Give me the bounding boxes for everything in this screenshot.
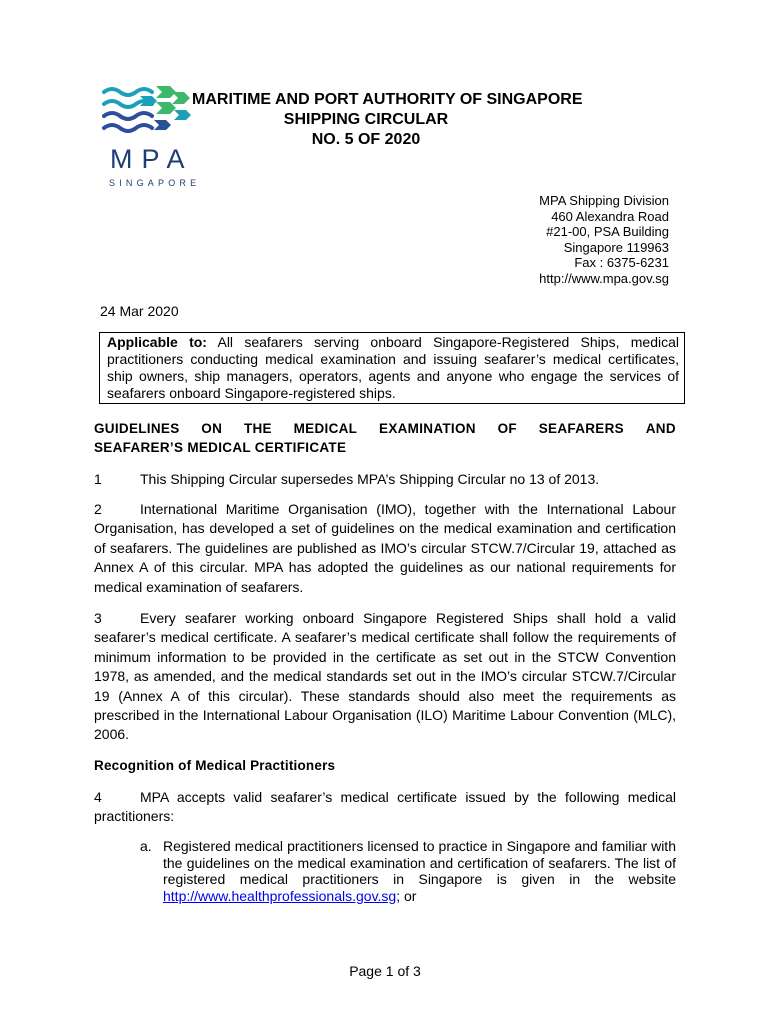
page-footer bbox=[0, 963, 770, 979]
paragraph-text: Every seafarer working onboard Singapore Registered Ships shall hold a valid seafarer’s medical certificate. A seafarer’s medical certificate shall follow the requirements of minimum information to be provided in the certificate as set out in the STCW Convention 1978, as amended, and the medical standards set out in the IMO’s circular STCW.7/Circular 19 (Annex A of this circular). These standards should also meet the requirements as prescribed in the International Labour Organisation (ILO) Maritime Labour Convention (MLC), 2006. bbox=[94, 610, 676, 743]
circular-date: 24 Mar 2020 bbox=[100, 303, 179, 319]
title-authority: MARITIME AND PORT AUTHORITY OF SINGAPORE bbox=[192, 91, 583, 108]
logo-wordmark: MPA bbox=[110, 144, 194, 174]
heading-line1 bbox=[94, 419, 676, 438]
subheading-recognition: Recognition of Medical Practitioners bbox=[94, 758, 336, 773]
paragraph-3 bbox=[94, 609, 676, 745]
applicable-box bbox=[99, 332, 685, 404]
list-item-label: a. bbox=[140, 838, 152, 854]
paragraph-4 bbox=[94, 788, 676, 827]
paragraph-text: International Maritime Organisation (IMO), together with the International Labour Organisation, has developed a set of guidelines on the medical examination and certification of seafarers. The guidelines are published as IMO’s circular STCW.7/Circular 19, attached as Annex A of this circular. MPA has adopted the guidelines as our national requirements for medical examination of seafarers. bbox=[94, 501, 676, 595]
logo-subtitle: SINGAPORE bbox=[109, 178, 201, 188]
paragraph-1 bbox=[94, 470, 676, 489]
address-street: 460 Alexandra Road bbox=[551, 208, 669, 224]
list-item-text bbox=[163, 838, 676, 904]
list-item-tail: ; or bbox=[396, 887, 417, 904]
applicable-text: All seafarers serving onboard Singapore-Registered Ships, medical practitioners conducting medical examination and issuing seafarer’s medical certificates, ship owners, ship managers, operators, agents and anyone who engage the services of seafarers onboard Singapore-registered ships. bbox=[107, 334, 679, 401]
address-fax: Fax : 6375-6231 bbox=[574, 255, 669, 270]
address-city: Singapore 119963 bbox=[563, 239, 669, 255]
health-professionals-link[interactable]: http://www.healthprofessionals.gov.sg bbox=[163, 887, 397, 904]
sender-address bbox=[539, 193, 669, 286]
page-number: Page 1 of 3 bbox=[349, 963, 421, 979]
title-circular: SHIPPING CIRCULAR bbox=[283, 111, 449, 128]
paragraph-2 bbox=[94, 500, 676, 597]
paragraph-text: This Shipping Circular supersedes MPA’s Shipping Circular no 13 of 2013. bbox=[140, 471, 600, 487]
heading-word: ON bbox=[201, 421, 223, 436]
heading-word: OF bbox=[497, 421, 517, 436]
heading-line2: SEAFARER’S MEDICAL CERTIFICATE bbox=[94, 440, 347, 455]
paragraph-number: 1 bbox=[94, 471, 102, 487]
document-title bbox=[192, 90, 583, 150]
heading-word: MEDICAL bbox=[293, 421, 358, 436]
title-number: NO. 5 OF 2020 bbox=[311, 131, 421, 148]
address-building: #21-00, PSA Building bbox=[546, 224, 669, 239]
heading-word: EXAMINATION bbox=[379, 421, 476, 436]
address-website: http://www.mpa.gov.sg bbox=[539, 270, 669, 286]
heading-word: AND bbox=[645, 421, 676, 436]
address-division: MPA Shipping Division bbox=[539, 193, 669, 208]
heading-word: THE bbox=[243, 421, 272, 436]
list-item-body: Registered medical practitioners licensed to practice in Singapore and familiar with the guidelines on the medical examination and certification of seafarers. The list of registered medical practitioners in Singapore is given in the website bbox=[163, 838, 676, 888]
list-item-a bbox=[140, 838, 676, 904]
heading-word: SEAFARERS bbox=[538, 421, 624, 436]
paragraph-number: 2 bbox=[94, 501, 102, 517]
heading-word: GUIDELINES bbox=[94, 421, 180, 436]
paragraph-text: MPA accepts valid seafarer’s medical certificate issued by the following medical practitioners: bbox=[94, 789, 676, 825]
section-heading bbox=[94, 419, 676, 457]
paragraph-number: 4 bbox=[94, 789, 102, 805]
paragraph-number: 3 bbox=[94, 610, 102, 626]
applicable-label: Applicable to: bbox=[107, 334, 207, 350]
